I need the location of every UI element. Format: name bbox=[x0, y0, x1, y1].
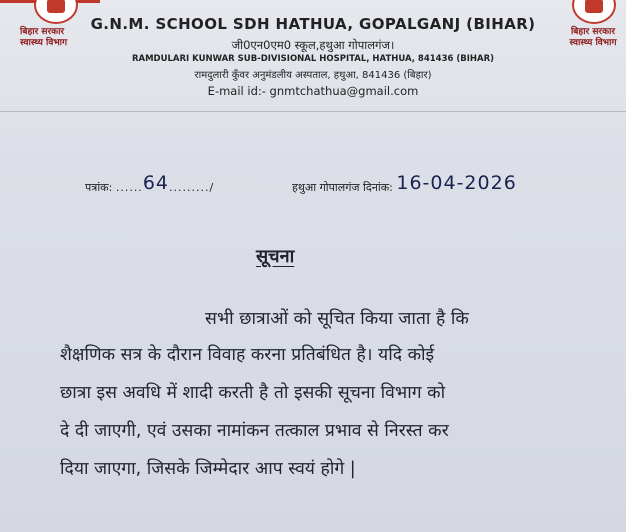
school-title: G.N.M. SCHOOL SDH HATHUA, GOPALGANJ (BIHAR) bbox=[90, 15, 536, 33]
letter-number: पत्रांक: ......64........./ bbox=[85, 172, 215, 194]
govt-logo-left: बिहार सरकार स्वास्थ्य विभाग bbox=[20, 0, 90, 48]
govt-logo-right: बिहार सरकार स्वास्थ्य विभाग bbox=[558, 0, 626, 48]
hospital-name-hindi: रामदुलारी कुँवर अनुमंडलीय अस्पताल, हथुआ, 841436 (बिहार) bbox=[194, 70, 432, 81]
hospital-name-english: RAMDULARI KUNWAR SUB-DIVISIONAL HOSPITAL, HATHUA, 841436 (BIHAR) bbox=[131, 54, 495, 64]
notice-line: दे दी जाएगी, एवं उसका नामांकन तत्काल प्रभाव से निरस्त कर bbox=[60, 421, 449, 441]
notice-line: सभी छात्राओं को सूचित किया जाता है कि bbox=[205, 309, 469, 329]
email-line: E-mail id:- gnmtchathua@gmail.com bbox=[207, 84, 419, 98]
notice-line: दिया जाएगा, जिसके जिम्मेदार आप स्वयं होगे | bbox=[60, 459, 356, 479]
letter-date bbox=[292, 174, 517, 196]
date-label: हथुआ गोपालगंज दिनांक: bbox=[292, 181, 393, 194]
letter-number-trail: ........./ bbox=[169, 181, 215, 194]
letter-number-label: पत्रांक: bbox=[85, 181, 113, 194]
notice-line: शैक्षणिक सत्र के दौरान विवाह करना प्रतिबंधित है। यदि कोई bbox=[60, 345, 435, 365]
notice-title: सूचना bbox=[256, 246, 295, 267]
date-value: 16-04-2026 bbox=[396, 172, 517, 194]
school-title-hindi: जी0एन0एम0 स्कूल,हथुआ गोपालगंज। bbox=[231, 38, 395, 52]
notice-line: छात्रा इस अवधि में शादी करती है तो इसकी सूचना विभाग को bbox=[60, 383, 446, 403]
header-divider bbox=[0, 111, 626, 112]
letterhead bbox=[0, 0, 626, 108]
letter-number-value: 64 bbox=[142, 172, 169, 194]
